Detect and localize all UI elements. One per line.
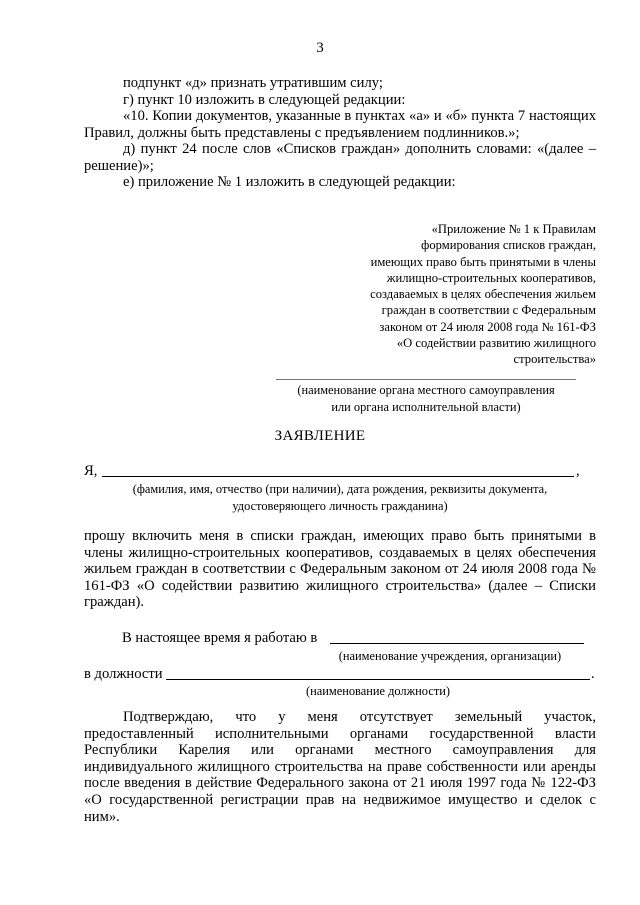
authority-caption: [276, 382, 576, 415]
authority-caption-line: (наименование органа местного самоуправления: [297, 383, 555, 397]
workplace-fill-line: [330, 643, 584, 644]
request-paragraph: прошу включить меня в списки граждан, имеющих право быть принятыми в члены жилищно-строительных кооперативов, создаваемых в целях обеспечения жильем граждан в соответствии с Федеральным законом от 24 июля 2008 года № 161-ФЗ «О содействии развитию жилищного строительства» (далее – Списки граждан).: [84, 528, 596, 610]
authority-fill-line: [276, 379, 576, 380]
amendments-block: [84, 75, 596, 191]
amendment-paragraph: г) пункт 10 изложить в следующей редакции:: [123, 91, 406, 108]
appendix-line: законом от 24 июля 2008 года № 161-ФЗ: [379, 319, 596, 334]
applicant-caption-line: (фамилия, имя, отчество (при наличии), дата рождения, реквизиты документа,: [132, 482, 548, 496]
appendix-line: жилищно-строительных кооперативов,: [386, 270, 596, 285]
appendix-line: граждан в соответствии с Федеральным: [381, 303, 596, 318]
amendment-paragraph: подпункт «д» признать утратившим силу;: [123, 75, 383, 91]
confirmation-paragraph: Подтверждаю, что у меня отсутствует земельный участок, предоставленный исполнительными органами государственной власти Республики Карелия или органами местного самоуправления для индивидуального жилищного строительства на праве собственности или аренды после введения в действие Федерального закона от 21 июля 1997 года № 122-ФЗ «О государственной регистрации прав на недвижимое имущество и сделок с ним».: [84, 709, 596, 825]
applicant-comma: ,: [576, 463, 580, 479]
position-dot: .: [591, 666, 595, 682]
appendix-line: имеющих право быть принятыми в члены: [370, 254, 596, 269]
appendix-header: [370, 221, 596, 368]
authority-caption-line: или органа исполнительной власти): [331, 399, 521, 414]
amendment-paragraph: «10. Копии документов, указанные в пунктах «а» и «б» пункта 7 настоящих Правил, должны быть представлены с предъявлением подлинников.»;: [84, 108, 596, 141]
position-fill-line: [166, 679, 590, 680]
work-caption: (наименование учреждения, организации): [338, 649, 562, 663]
form-title: ЗАЯВЛЕНИЕ: [274, 428, 366, 444]
amendment-paragraph: е) приложение № 1 изложить в следующей редакции:: [123, 174, 456, 190]
amendment-paragraph: д) пункт 24 после слов «Списков граждан» дополнить словами: «(далее – решение)»;: [84, 141, 596, 174]
applicant-caption-line: удостоверяющего личность гражданина): [232, 498, 448, 513]
applicant-prefix: Я,: [84, 463, 98, 479]
work-prefix: В настоящее время я работаю в: [122, 630, 318, 646]
request-block: [84, 528, 596, 611]
applicant-fill-line: [102, 476, 574, 477]
applicant-caption: [100, 481, 580, 514]
appendix-line: строительства»: [513, 352, 596, 367]
confirmation-block: [84, 709, 596, 825]
appendix-line: формирования списков граждан,: [421, 238, 596, 253]
appendix-line: создаваемых в целях обеспечения жильем: [370, 287, 596, 302]
page-number: 3: [316, 40, 324, 56]
appendix-line: «О содействии развитию жилищного: [396, 336, 596, 351]
position-prefix: в должности: [84, 666, 163, 682]
position-caption: (наименование должности): [306, 684, 450, 698]
appendix-line: «Приложение № 1 к Правилам: [431, 222, 596, 236]
